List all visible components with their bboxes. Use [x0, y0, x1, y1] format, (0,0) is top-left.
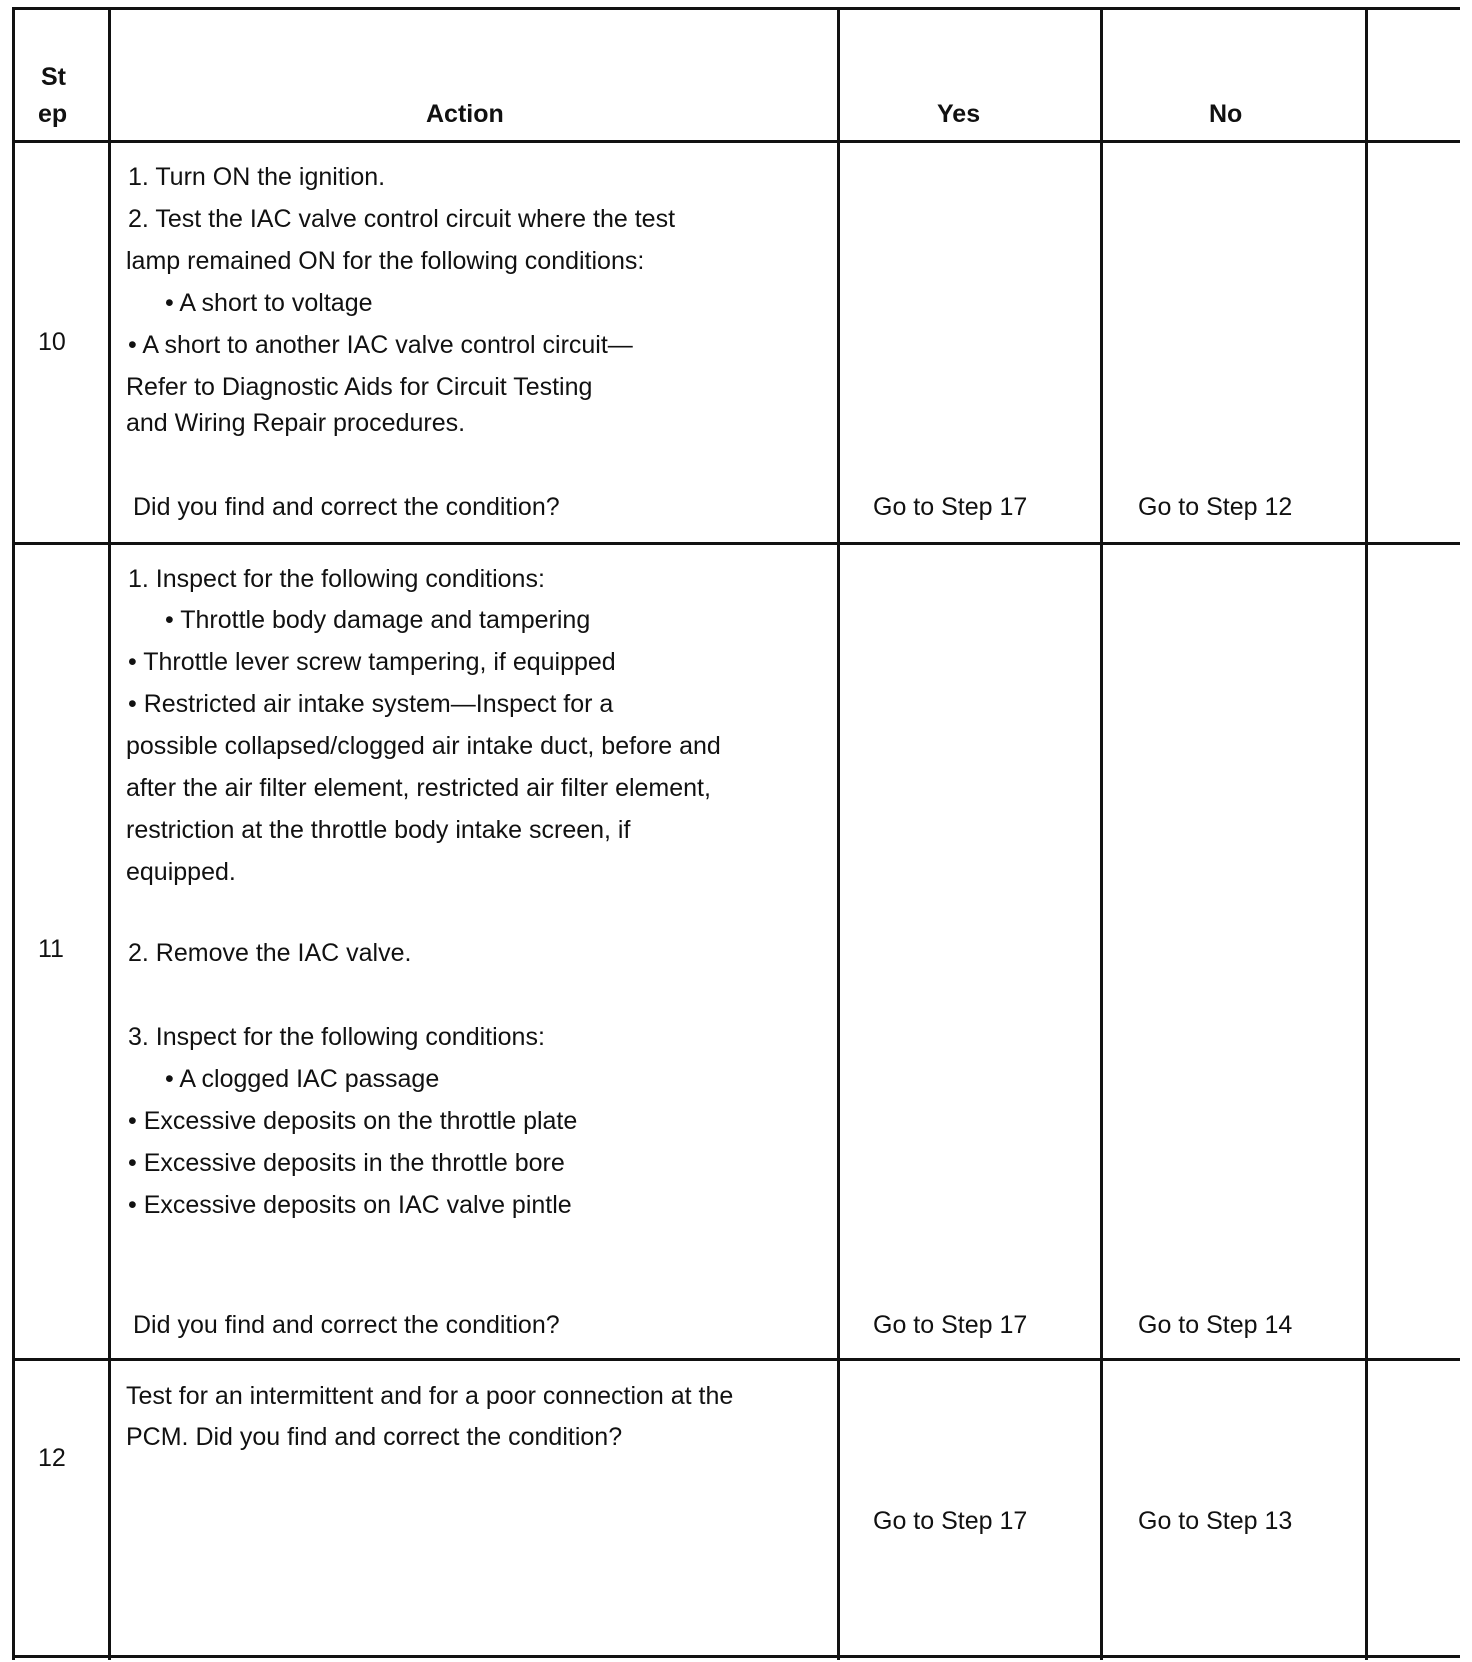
- action-line: restriction at the throttle body intake screen, if: [126, 816, 631, 844]
- action-line: • Excessive deposits on IAC valve pintle: [128, 1191, 572, 1219]
- table-border-right: [1365, 8, 1368, 1660]
- action-line: Test for an intermittent and for a poor connection at the: [126, 1382, 734, 1410]
- header-no: No: [1209, 100, 1243, 128]
- action-line: 2. Test the IAC valve control circuit where the test: [128, 205, 676, 233]
- action-line: and Wiring Repair procedures.: [126, 409, 466, 437]
- table-border-left: [12, 8, 15, 1660]
- action-line: • Excessive deposits in the throttle bore: [128, 1149, 565, 1177]
- action-line: 2. Remove the IAC valve.: [128, 939, 412, 967]
- action-line: equipped.: [126, 858, 236, 886]
- action-question: Did you find and correct the condition?: [133, 1311, 560, 1339]
- row-divider-11: [12, 1358, 1460, 1361]
- action-line: • Throttle body damage and tampering: [165, 606, 591, 634]
- column-divider-yes: [1100, 8, 1103, 1660]
- no-result: Go to Step 12: [1138, 493, 1293, 521]
- yes-result: Go to Step 17: [873, 1507, 1028, 1535]
- no-result: Go to Step 14: [1138, 1311, 1293, 1339]
- action-question: Did you find and correct the condition?: [133, 493, 560, 521]
- yes-result: Go to Step 17: [873, 1311, 1028, 1339]
- step-number: 10: [38, 328, 66, 356]
- action-line: • A short to another IAC valve control circuit—: [128, 331, 633, 359]
- action-line: • Excessive deposits on the throttle plate: [128, 1107, 578, 1135]
- no-result: Go to Step 13: [1138, 1507, 1293, 1535]
- column-divider-step: [108, 8, 111, 1660]
- table-border-top: [12, 7, 1460, 10]
- action-line: 1. Turn ON the ignition.: [128, 163, 386, 191]
- action-line: • Throttle lever screw tampering, if equipped: [128, 648, 616, 676]
- step-number: 11: [38, 935, 64, 963]
- header-step-line2: ep: [38, 100, 68, 128]
- header-action: Action: [426, 100, 504, 128]
- step-number: 12: [38, 1444, 66, 1472]
- action-line: lamp remained ON for the following conditions:: [126, 247, 645, 275]
- action-line: • Restricted air intake system—Inspect for a: [128, 690, 614, 718]
- column-divider-action: [837, 8, 840, 1660]
- header-step-line1: St: [41, 63, 66, 91]
- action-line: Refer to Diagnostic Aids for Circuit Testing: [126, 373, 593, 401]
- action-line: possible collapsed/clogged air intake duct, before and: [126, 732, 721, 760]
- row-divider-10: [12, 542, 1460, 545]
- action-line: • A clogged IAC passage: [165, 1065, 440, 1093]
- action-line: • A short to voltage: [165, 289, 373, 317]
- action-line: after the air filter element, restricted air filter element,: [126, 774, 711, 802]
- action-line: 3. Inspect for the following conditions:: [128, 1023, 545, 1051]
- row-divider-header: [12, 140, 1460, 143]
- header-yes: Yes: [937, 100, 981, 128]
- yes-result: Go to Step 17: [873, 493, 1028, 521]
- action-line: PCM. Did you find and correct the condition?: [126, 1423, 623, 1451]
- table-border-bottom: [12, 1655, 1460, 1658]
- action-line: 1. Inspect for the following conditions:: [128, 565, 545, 593]
